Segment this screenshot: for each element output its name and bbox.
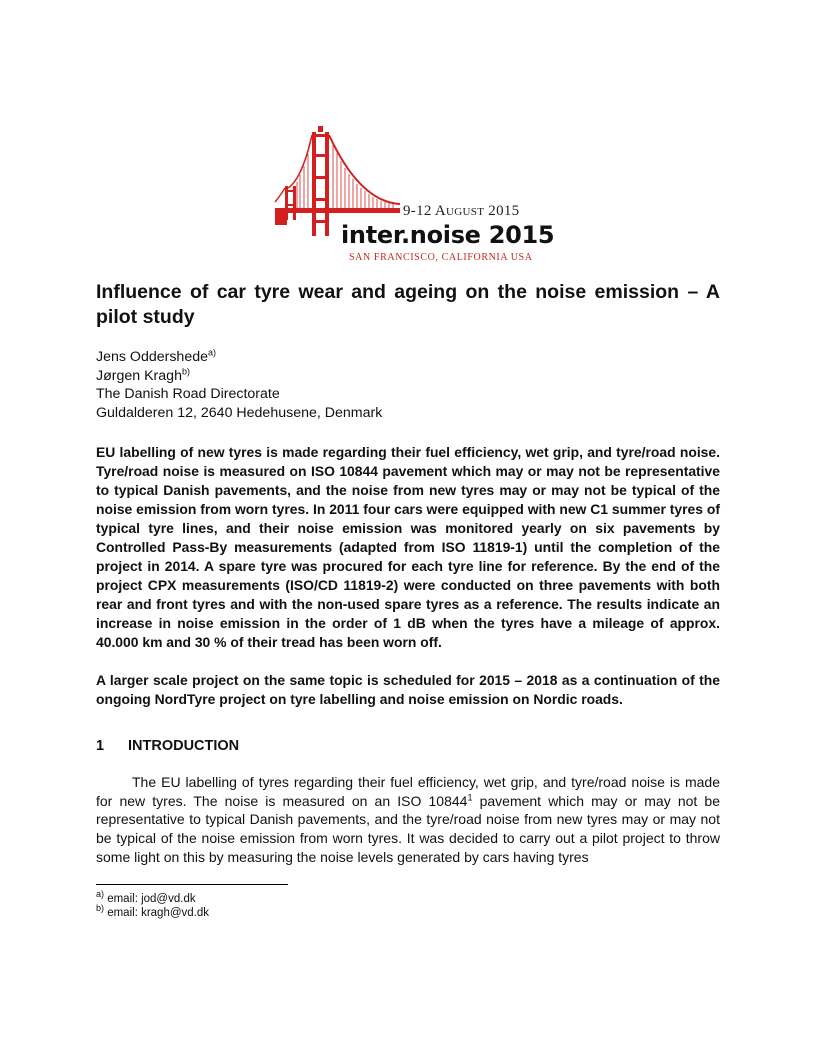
abstract xyxy=(96,443,720,709)
abstract-paragraph: A larger scale project on the same topic is scheduled for 2015 – 2018 as a continuation of the ongoing NordTyre project on tyre labelling and noise emission on Nordic roads. xyxy=(96,672,720,707)
paper-title: Influence of car tyre wear and ageing on the noise emission – A pilot study xyxy=(96,281,720,328)
address: Guldalderen 12, 2640 Hedehusene, Denmark xyxy=(96,404,383,421)
author-name: Jørgen Kragh xyxy=(96,367,182,384)
author-footnote-mark: a) xyxy=(208,347,217,358)
section-heading xyxy=(96,738,239,754)
section-number: 1 xyxy=(96,738,105,754)
author-footnote-mark: b) xyxy=(181,365,190,376)
conference-location: SAN FRANCISCO, CALIFORNIA USA xyxy=(349,252,533,263)
author-name: Jens Oddershede xyxy=(96,349,208,365)
conference-name: inter.noise 2015 xyxy=(341,221,555,249)
affiliation: The Danish Road Directorate xyxy=(96,386,280,402)
author-line xyxy=(96,367,382,386)
abstract-paragraph: EU labelling of new tyres is made regarding their fuel efficiency, wet grip, and tyre/road noise. Tyre/road noise is measured on ISO 10844 pavement which may or may not be representative to typical Danish pavements, and the noise from new tyres may or may not be typical of the noise emission from worn tyres. In 2011 four cars were equipped with new C1 summer tyres of typical tyre lines, and their noise emission was monitored yearly on six pavements by Controlled Pass-By measurements (adapted from ISO 11819-1) until the completion of the project in 2014. A spare tyre was procured for each tyre line for reference. By the end of the project CPX measurements (ISO/CD 11819-2) were conducted on three pavements with both rear and front tyres and with the non-used spare tyres as a reference. The results indicate an increase in noise emission in the order of 1 dB when the tyres have a mileage of approx. 40.000 km and 30 % of their tread has been worn off. xyxy=(96,444,720,650)
intro-text: The EU labelling of tyres regarding their fuel efficiency, wet grip, and tyre/road noise is made for new tyres. The noise is measured on an ISO 10844 xyxy=(96,774,720,809)
footnote-mark: a) xyxy=(96,889,105,900)
conference-dates: 9-12 August 2015 xyxy=(403,203,520,219)
intro-text: pavement which may or may not be representative to typical Danish pavements, and the tyre/road noise from new tyres may or may not be typical of the noise emission from worn tyres. It was decided to carry out a pilot project to throw some light on this by measuring the noise levels generated by cars having tyres xyxy=(96,792,721,865)
footnote-mark: b) xyxy=(96,903,105,914)
footnote xyxy=(96,889,196,906)
conference-logo xyxy=(272,124,555,266)
reference-mark: 1 xyxy=(467,792,473,803)
footnote-rule xyxy=(96,884,288,885)
intro-paragraph xyxy=(96,773,720,867)
footnote xyxy=(96,903,210,920)
author-block xyxy=(96,348,382,422)
footnote-text: email: kragh@vd.dk xyxy=(104,907,210,919)
author-line xyxy=(96,348,382,367)
section-title: INTRODUCTION xyxy=(128,738,240,754)
footnote-text: email: jod@vd.dk xyxy=(104,893,196,905)
